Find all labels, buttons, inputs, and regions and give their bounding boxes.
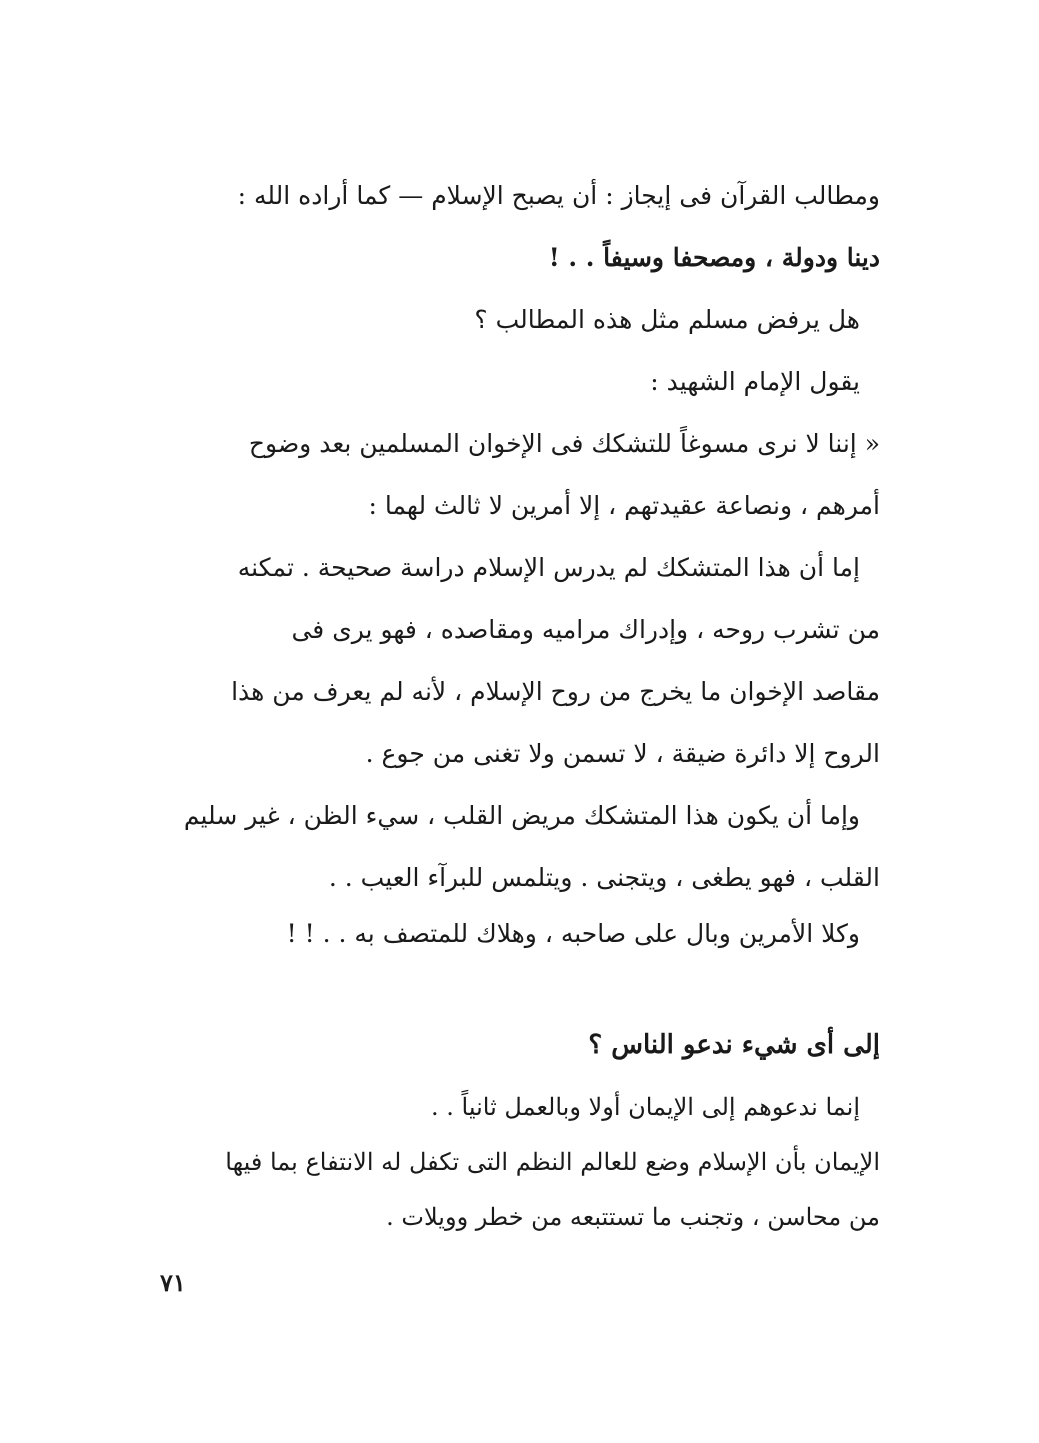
text-line-5: « إننا لا نرى مسوغاً للتشكك فى الإخوان المسلمين بعد وضوح <box>248 429 880 458</box>
text-line-1: ومطالب القرآن فى إيجاز : أن يصبح الإسلام — كما أراده الله : <box>237 181 880 210</box>
text-line-13: وكلا الأمرين وبال على صاحبه ، وهلاك للمتصف به . . ! ! <box>286 919 860 948</box>
text-line-9: مقاصد الإخوان ما يخرج من روح الإسلام ، لأنه لم يعرف من هذا <box>231 677 880 706</box>
text-line-10: الروح إلا دائرة ضيقة ، لا تسمن ولا تغنى من جوع . <box>365 739 880 768</box>
text-line-2: دينا ودولة ، ومصحفا وسيفاً . . ! <box>548 243 880 272</box>
text-line-6: أمرهم ، ونصاعة عقيدتهم ، إلا أمرين لا ثالث لهما : <box>368 491 880 520</box>
text-line-12: القلب ، فهو يطغى ، ويتجنى . ويتلمس للبرآء العيب . . <box>328 863 880 892</box>
text-line-7: إما أن هذا المتشكك لم يدرس الإسلام دراسة صحيحة . تمكنه <box>237 553 860 582</box>
section-heading: إلى أى شيء ندعو الناس ؟ <box>588 1030 880 1060</box>
text-line-15: الإيمان بأن الإسلام وضع للعالم النظم التى تكفل له الانتفاع بما فيها <box>225 1148 880 1176</box>
text-line-11: وإما أن يكون هذا المتشكك مريض القلب ، سيء الظن ، غير سليم <box>183 801 860 830</box>
text-line-4: يقول الإمام الشهيد : <box>650 367 860 396</box>
text-line-14: إنما ندعوهم إلى الإيمان أولا وبالعمل ثانياً . . <box>431 1093 860 1121</box>
text-line-3: هل يرفض مسلم مثل هذه المطالب ؟ <box>474 305 860 334</box>
paragraph-block-2 <box>150 1080 880 1245</box>
text-line-8: من تشرب روحه ، وإدراك مراميه ومقاصده ، فهو يرى فى <box>291 615 880 644</box>
page-number: ٧١ <box>160 1268 186 1297</box>
text-line-16: من محاسن ، وتجنب ما تستتبعه من خطر وويلات . <box>386 1203 880 1231</box>
paragraph-block-1 <box>150 165 880 959</box>
